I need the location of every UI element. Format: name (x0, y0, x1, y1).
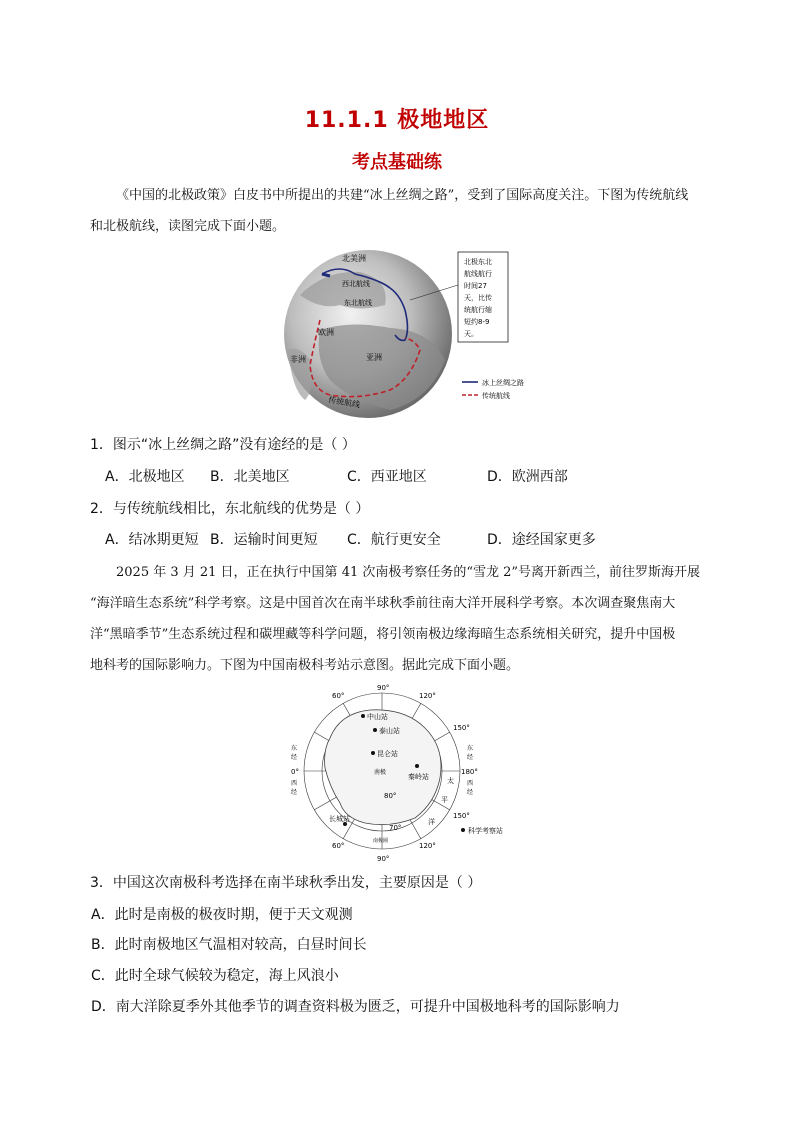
legend-station-label: 科学考察站 (468, 827, 503, 835)
degree-label: 90° (377, 855, 390, 863)
label-asia: 亚洲 (366, 353, 382, 362)
side-label: 经 (467, 789, 474, 796)
callout-line: 短约8-9 (464, 318, 490, 326)
callout-line: 北极东北 (464, 258, 492, 266)
degree-label: 0° (291, 768, 299, 776)
station-marker (361, 714, 365, 718)
side-label: 西 (291, 780, 298, 787)
station-kunlun: 昆仑站 (377, 750, 398, 758)
degree-label: 180° (461, 768, 478, 776)
label-north-america: 北美洲 (342, 254, 366, 263)
latitude-label: 80° (384, 792, 397, 800)
passage-1 (90, 180, 714, 242)
callout-line: 时间27 (464, 282, 487, 290)
legend-traditional-label: 传统航线 (482, 392, 510, 400)
question-1-option-c[interactable]: C．西亚地区 (347, 469, 427, 485)
question-2-option-c[interactable]: C．航行更安全 (347, 532, 441, 548)
station-changcheng: 长城站 (329, 815, 350, 823)
degree-label: 60° (332, 692, 345, 700)
legend-ice-label: 冰上丝绸之路 (482, 379, 524, 387)
pole-label: 南极 (374, 769, 387, 776)
latitude-label: 70° (389, 824, 402, 832)
label-europe: 欧洲 (318, 328, 334, 337)
question-1-option-a[interactable]: A．北极地区 (105, 469, 185, 485)
passage-2-line: 地科考的国际影响力。下图为中国南极科考站示意图。据此完成下面小题。 (90, 658, 520, 673)
label-africa: 非洲 (290, 355, 306, 364)
ocean-label: 太 (447, 777, 454, 785)
side-label: 经 (291, 754, 298, 761)
passage-1-line: 《中国的北极政策》白皮书中所提出的共建“冰上丝绸之路”，受到了国际高度关注。下图为传统航线 (116, 188, 689, 203)
passage-2 (90, 557, 714, 681)
question-2-option-d[interactable]: D．途经国家更多 (487, 532, 596, 548)
question-2-stem: 2．与传统航线相比，东北航线的优势是（ ） (90, 501, 370, 517)
callout-line: 天，比传 (464, 294, 492, 302)
callout-line: 天。 (464, 330, 478, 338)
side-label: 西 (467, 780, 474, 787)
legend-station-marker (461, 828, 465, 832)
degree-label: 150° (453, 812, 470, 820)
page-title: 11.1.1 极地地区 (304, 108, 490, 133)
question-2-option-a[interactable]: A．结冰期更短 (105, 532, 199, 548)
degree-label: 120° (419, 842, 436, 850)
passage-1-line: 和北极航线，读图完成下面小题。 (90, 219, 286, 234)
station-marker (415, 764, 419, 768)
antarctic-stations-figure (285, 678, 535, 863)
passage-2-line: “海洋暗生态系统”科学考察。这是中国首次在南半球秋季前往南大洋开展科学考察。本次调查聚焦南大 (90, 596, 676, 611)
ocean-label: 洋 (428, 818, 435, 826)
callout-line: 航线航行 (464, 270, 492, 278)
page-subtitle: 考点基础练 (352, 152, 442, 173)
question-3-option-d[interactable]: D．南大洋除夏季外其他季节的调查资料极为匮乏，可提升中国极地科考的国际影响力 (91, 999, 620, 1015)
degree-label: 60° (332, 842, 345, 850)
question-1-stem: 1．图示“冰上丝绸之路”没有途经的是（ ） (90, 437, 356, 453)
side-label: 东 (291, 745, 298, 752)
degree-label: 90° (377, 684, 390, 692)
label-northeast-route: 东北航线 (344, 299, 372, 307)
side-label: 经 (467, 754, 474, 761)
station-qinling: 秦岭站 (408, 773, 429, 781)
question-1-option-b[interactable]: B．北美地区 (210, 469, 290, 485)
label-traditional-route: 传统航线 (327, 395, 361, 410)
side-label: 东 (467, 745, 474, 752)
ice-silk-road-start (322, 274, 330, 276)
passage-2-line: 2025 年 3 月 21 日，正在执行中国第 41 次南极考察任务的“雪龙 2”号离开新西兰，前往罗斯海开展 (116, 565, 701, 580)
small-label: 南极圈 (373, 838, 389, 844)
station-marker (371, 751, 375, 755)
question-3-stem: 3．中国这次南极科考选择在南半球秋季出发，主要原因是（ ） (90, 875, 482, 891)
callout-line: 统航行缩 (464, 306, 492, 314)
station-marker (373, 728, 377, 732)
station-taishan: 泰山站 (379, 727, 400, 735)
station-zhongshan: 中山站 (367, 713, 388, 721)
arctic-routes-figure (280, 250, 530, 420)
question-2-option-b[interactable]: B．运输时间更短 (210, 532, 318, 548)
question-3-option-c[interactable]: C．此时全球气候较为稳定，海上风浪小 (91, 968, 339, 984)
question-1-option-d[interactable]: D．欧洲西部 (487, 469, 568, 485)
ocean-label: 平 (441, 796, 448, 804)
degree-label: 150° (453, 724, 470, 732)
question-3-option-a[interactable]: A．此时是南极的极夜时期，便于天文观测 (91, 907, 353, 923)
passage-2-line: 洋“黑暗季节”生态系统过程和碳埋藏等科学问题，将引领南极边缘海暗生态系统相关研究，提升中国极 (90, 627, 676, 642)
question-3-option-b[interactable]: B．此时南极地区气温相对较高，白昼时间长 (91, 937, 367, 953)
side-label: 经 (291, 789, 298, 796)
degree-label: 120° (419, 692, 436, 700)
label-northwest-route: 西北航线 (342, 280, 370, 288)
